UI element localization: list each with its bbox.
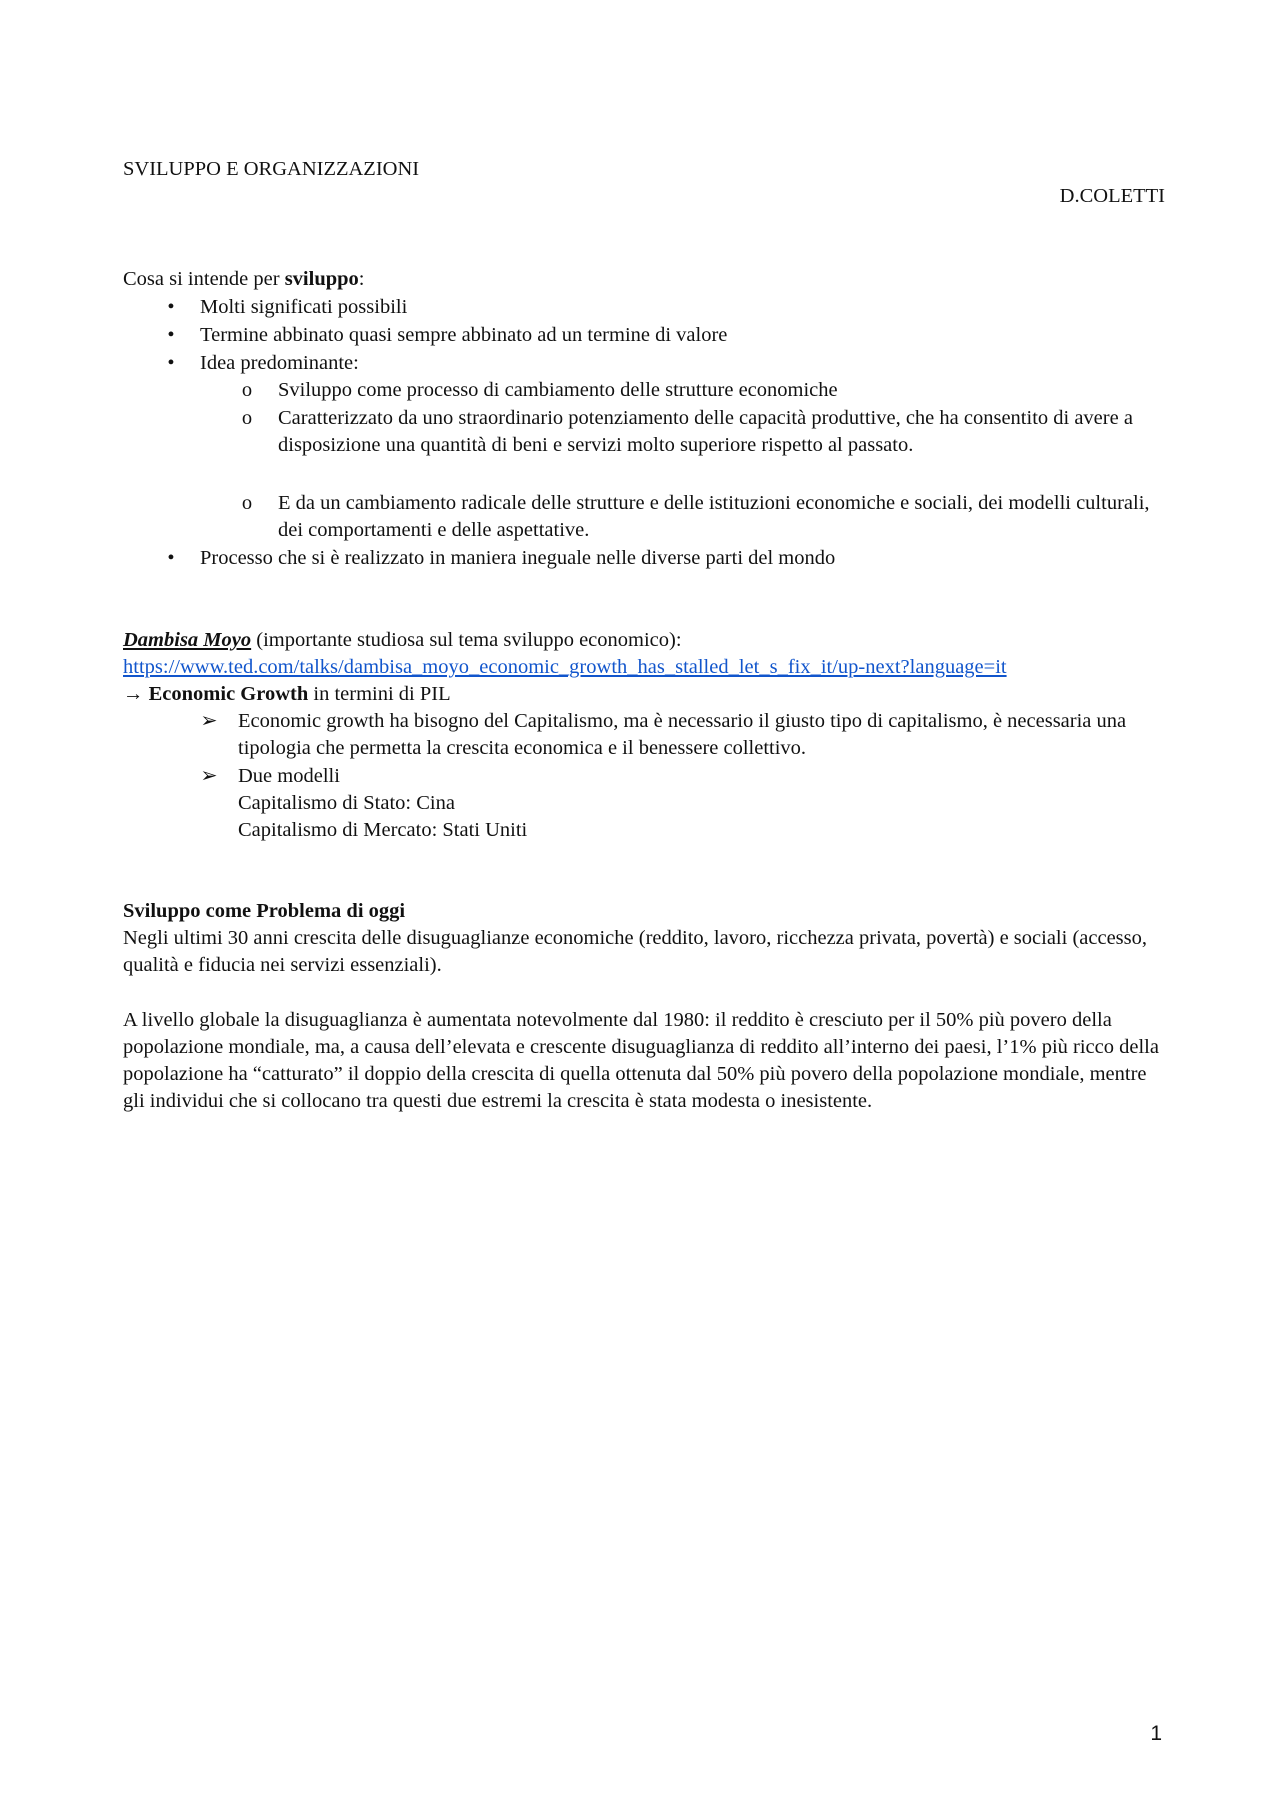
circle-bullet-icon: o (241, 492, 253, 514)
author-name: D.COLETTI (1059, 185, 1165, 207)
bullet-dot-icon: • (167, 352, 175, 374)
sub-item-text: Caratterizzato da uno straordinario potenziamento delle capacità produttive, che ha consentito di avere a disposizione una quantità di beni e servizi molto superiore rispetto al passato. (278, 407, 1133, 456)
ted-talk-link[interactable] (123, 654, 1007, 681)
economic-growth-suffix: in termini di PIL (308, 683, 451, 705)
circle-bullet-icon: o (241, 379, 253, 401)
economic-growth-bold: Economic Growth (148, 683, 309, 705)
intro-line (123, 266, 364, 293)
page-number: 1 (1150, 1722, 1162, 1745)
paragraph: Negli ultimi 30 anni crescita delle disuguaglianze economiche (reddito, lavoro, ricchezza privata, povertà) e sociali (accesso, qualità e fiducia nei servizi essenziali). (123, 927, 1147, 976)
sub-item-text: E da un cambiamento radicale delle strutture e delle istituzioni economiche e sociali, dei modelli culturali, dei comportamenti e delle aspettative. (278, 492, 1150, 541)
paragraph: A livello globale la disuguaglianza è aumentata notevolmente dal 1980: il reddito è cresciuto per il 50% più povero della popolazione mondiale, ma, a causa dell’elevata e crescente disuguaglianza di reddito all’interno dei paesi, l’1% più ricco della popolazione ha “catturato” il doppio della crescita di quella ottenuta dal 50% più povero della popolazione mondiale, mentre gli individui che si collocano tra questi due estremi la crescita è stata modesta o inesistente. (123, 1009, 1159, 1112)
bullet-dot-icon: • (167, 547, 175, 569)
sub-item-text: Sviluppo come processo di cambiamento delle strutture economiche (278, 379, 838, 401)
bullet-text: Idea predominante: (200, 352, 359, 374)
model-line: Capitalismo di Stato: Cina (238, 792, 455, 814)
intro-suffix: : (358, 268, 365, 290)
document-title: SVILUPPO E ORGANIZZAZIONI (123, 158, 420, 180)
economic-growth-line (123, 681, 451, 708)
circle-bullet-icon: o (241, 407, 253, 429)
author-reference-description: (importante studiosa sul tema sviluppo economico): (251, 629, 682, 651)
arrow-right-icon: → (123, 683, 144, 705)
bullet-text: Processo che si è realizzato in maniera ineguale nelle diverse parti del mondo (200, 547, 836, 569)
arrow-item-text: Economic growth ha bisogno del Capitalismo, ma è necessario il giusto tipo di capitalismo, è necessaria una tipologia che permetta la crescita economica e il benessere collettivo. (238, 710, 1127, 759)
bullet-dot-icon: • (167, 296, 175, 318)
bullet-text: Termine abbinato quasi sempre abbinato ad un termine di valore (200, 324, 728, 346)
arrowhead-bullet-icon: ➢ (200, 710, 218, 732)
arrowhead-bullet-icon: ➢ (200, 765, 218, 787)
bullet-dot-icon: • (167, 324, 175, 346)
author-reference-name: Dambisa Moyo (123, 629, 252, 651)
model-line: Capitalismo di Mercato: Stati Uniti (238, 819, 528, 841)
intro-prefix: Cosa si intende per (123, 268, 285, 290)
bullet-text: Molti significati possibili (200, 296, 408, 318)
ted-talk-url[interactable]: https://www.ted.com/talks/dambisa_moyo_economic_growth_has_stalled_let_s_fix_it/up-next?language=it (123, 656, 1007, 678)
arrow-item-text: Due modelli (238, 765, 340, 787)
intro-bold-term: sviluppo (284, 268, 359, 290)
section-heading: Sviluppo come Problema di oggi (123, 900, 406, 922)
author-reference-line (123, 627, 682, 654)
